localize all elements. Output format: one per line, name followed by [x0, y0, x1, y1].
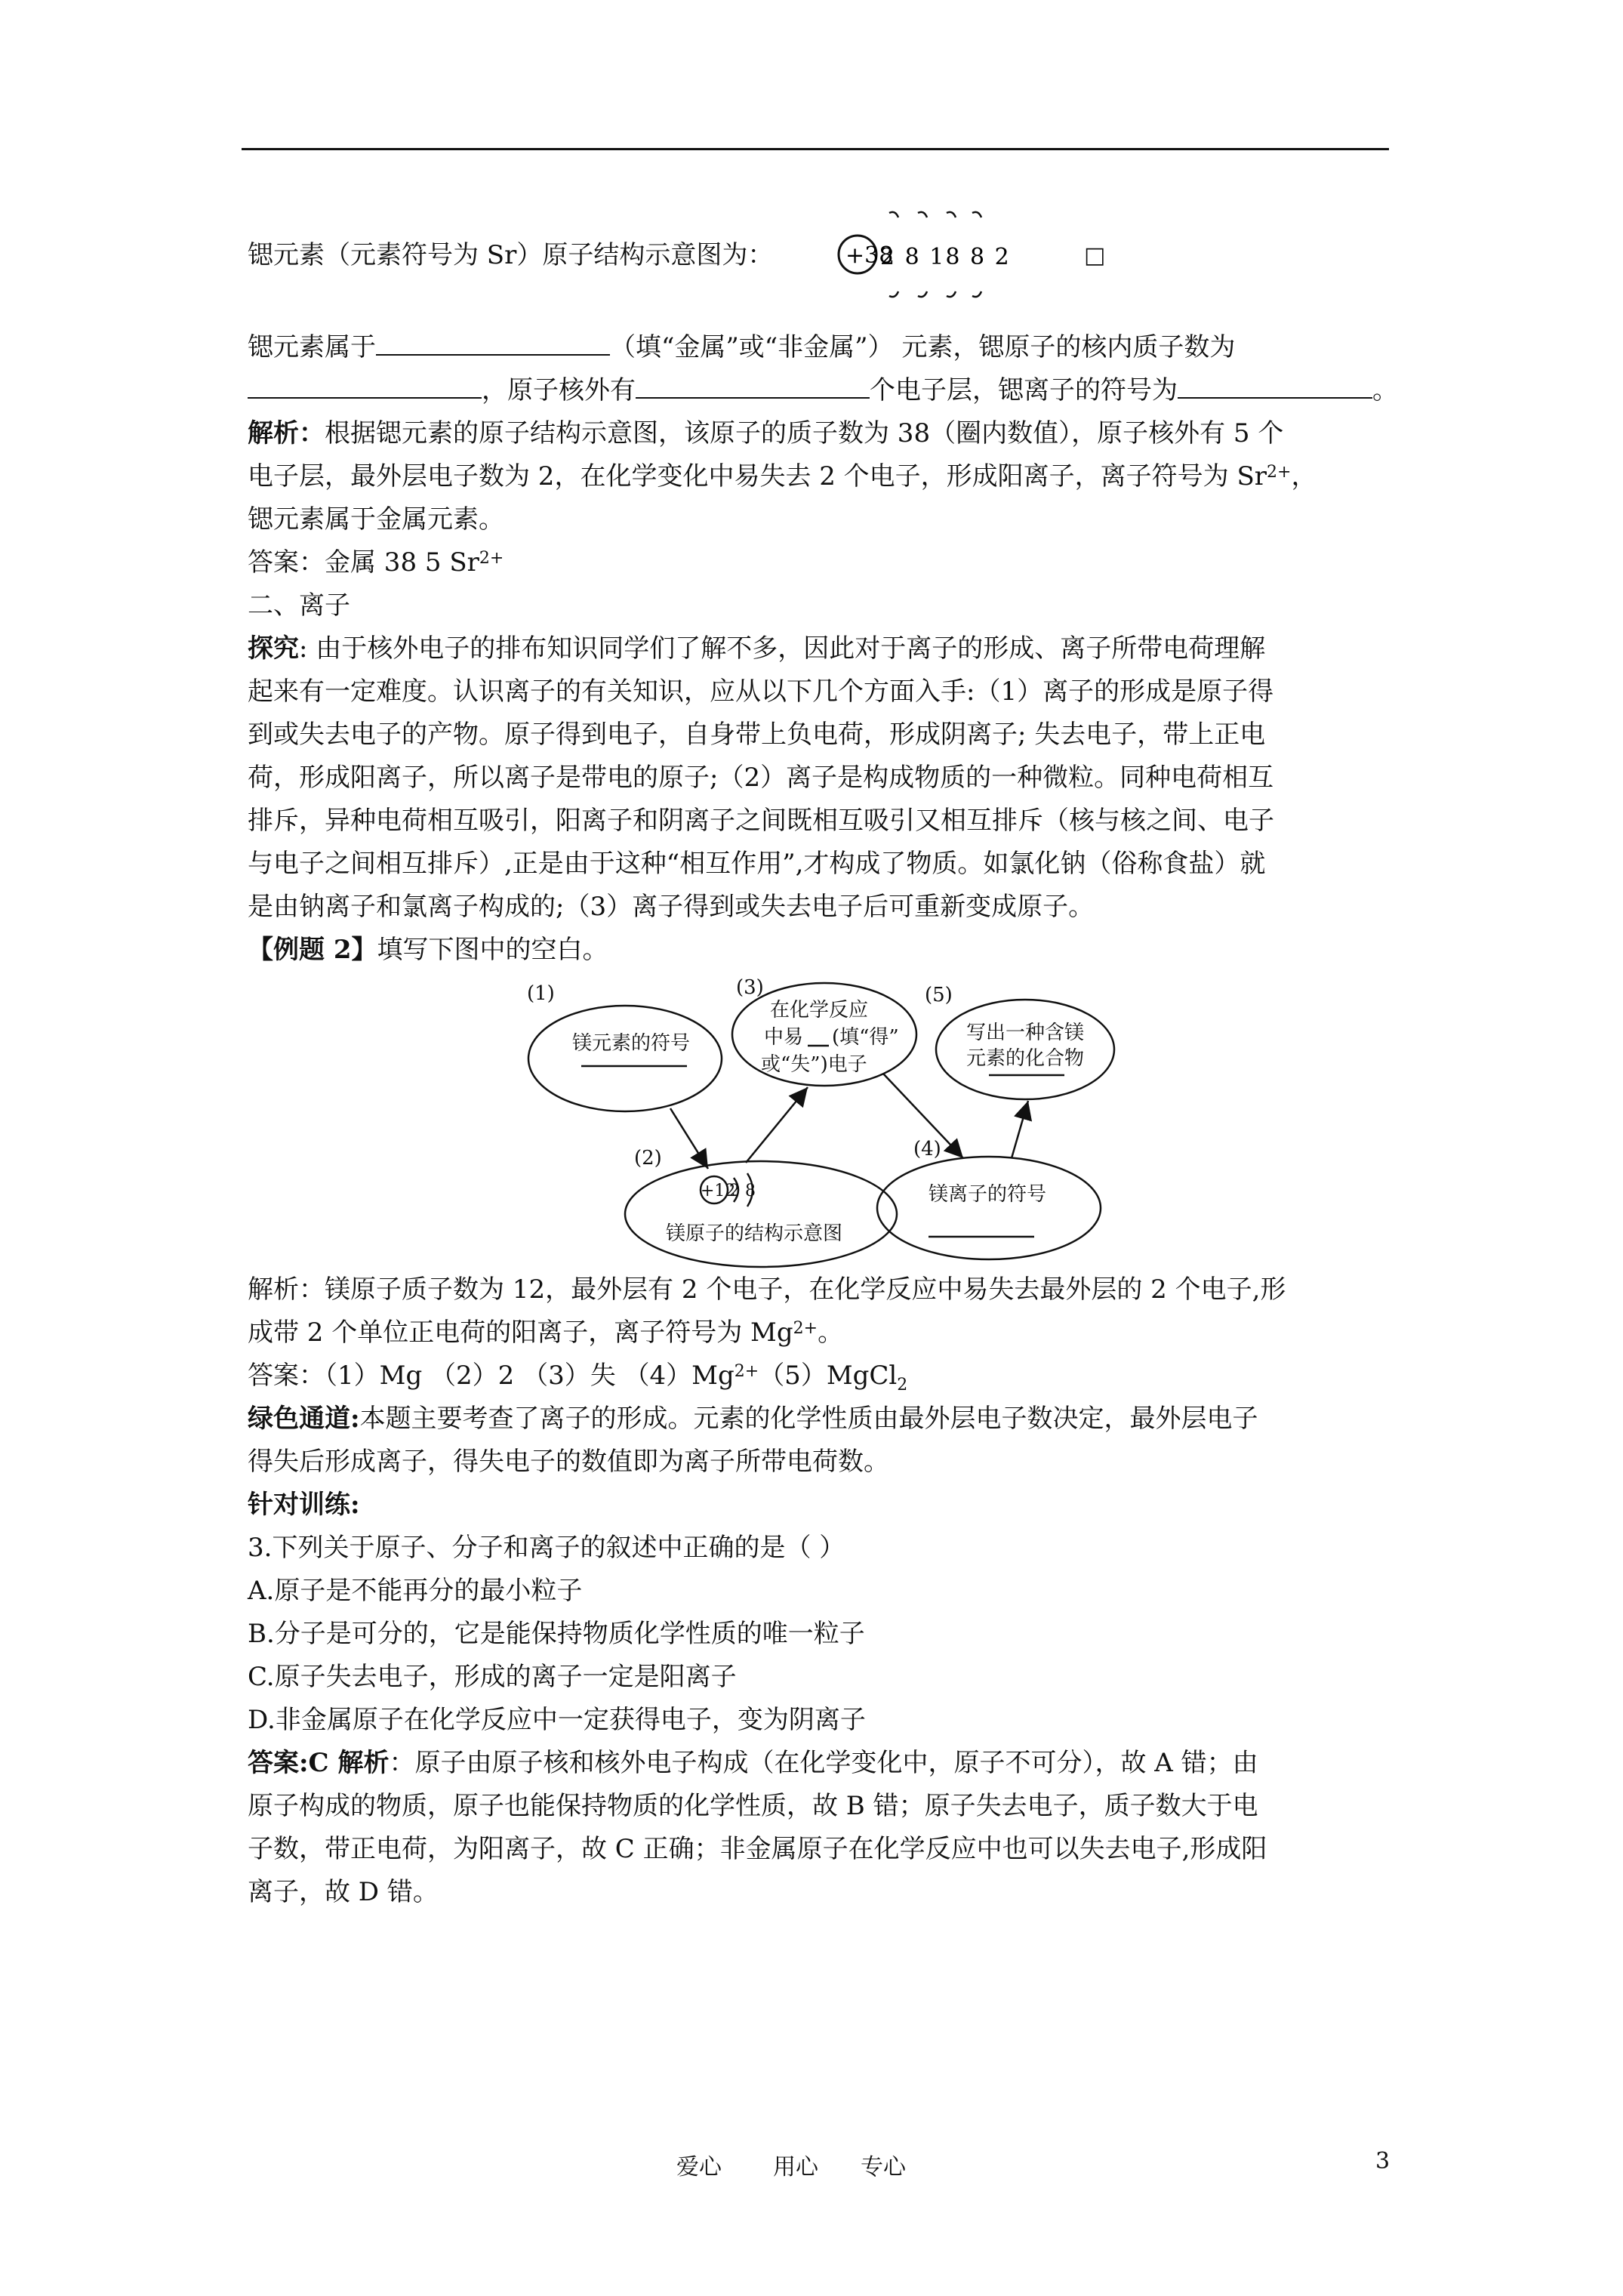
- answer3-line-3: [248, 1828, 1267, 1871]
- q3-option-a[interactable]: [248, 1570, 582, 1613]
- q1-text-e: 。: [1372, 375, 1398, 405]
- green-label: 绿色通道:: [248, 1404, 360, 1434]
- explore-line-6: [248, 843, 1265, 886]
- text-gain-lose-d: 或“失”)电子: [761, 1053, 867, 1076]
- q1-text-b: （填“金属”或“非金属”） 元素，锶原子的核内质子数为: [610, 332, 1236, 362]
- analysis1-text-2: 电子层，最外层电子数为 2，在化学变化中易失去 2 个电子，形成阳离子，离子符号为 Sr: [248, 461, 1267, 492]
- answer-blank-2[interactable]: [248, 371, 482, 399]
- mg-shell-values: 2 8: [729, 1182, 756, 1200]
- analysis2-line-2: [248, 1311, 843, 1354]
- header-rule: [242, 148, 1389, 150]
- ellipse-mg-symbol: [528, 1006, 722, 1111]
- explore-text-1: : 由于核外电子的排布知识同学们了解不多，因此对于离子的形成、离子所带电荷理解: [299, 633, 1266, 664]
- answer3-line-1: [248, 1742, 1258, 1785]
- arrow-4-to-5: [1012, 1101, 1028, 1158]
- answer3-label: 答案:C 解析: [248, 1748, 390, 1778]
- section2-text: 二、离子: [248, 590, 350, 621]
- analysis1-text-1: 根据锶元素的原子结构示意图，该原子的质子数为 38（圈内数值），原子核外有 5 个: [325, 418, 1284, 448]
- practice-heading: [248, 1484, 360, 1527]
- green-line-2: [248, 1441, 889, 1484]
- q3-option-d-text: D.非金属原子在化学反应中一定获得电子，变为阴离子: [248, 1705, 866, 1735]
- label-5: (5): [925, 984, 953, 1006]
- q3-option-b-text: B.分子是可分的，它是能保持物质化学性质的唯一粒子: [248, 1619, 865, 1649]
- arrow-1-to-2: [670, 1108, 708, 1169]
- ellipse-mg-ion: [877, 1157, 1101, 1259]
- q3-stem: [248, 1527, 845, 1570]
- answer3-line-2: [248, 1785, 1258, 1828]
- green-line-1: [248, 1398, 1258, 1441]
- explore-text-5: 排斥，异种电荷相互吸引，阳离子和阴离子之间既相互吸引又相互排斥（核与核之间、电子: [248, 806, 1274, 836]
- answer-blank-3[interactable]: [636, 371, 870, 399]
- text-compound-a: 写出一种含镁: [966, 1022, 1085, 1044]
- q1-text-c: ，原子核外有: [482, 375, 636, 405]
- section-heading-ions: [248, 584, 350, 627]
- explore-line-1: [248, 627, 1265, 670]
- label-3: (3): [736, 976, 764, 999]
- explore-text-3: 到或失去电子的产物。原子得到电子，自身带上负电荷，形成阴离子; 失去电子，带上正电: [248, 720, 1266, 750]
- sr-intro-text: 锶元素（元素符号为 Sr）原子结构示意图为：: [248, 240, 774, 270]
- explore-text-6: 与电子之间相互排斥）,正是由于这种“相互作用”,才构成了物质。如氯化钠（俗称食盐）就: [248, 849, 1266, 879]
- sr-trailing-box: □: [1084, 242, 1106, 269]
- green-text-1: 本题主要考查了离子的形成。元素的化学性质由最外层电子数决定，最外层电子: [359, 1404, 1258, 1434]
- answer3-text-1: ：原子由原子核和核外电子构成（在化学变化中，原子不可分），故 A 错；由: [389, 1748, 1258, 1778]
- q3-option-b[interactable]: [248, 1613, 865, 1656]
- green-text-2: 得失后形成离子，得失电子的数值即为离子所带电荷数。: [248, 1447, 889, 1477]
- answer3-text-2: 原子构成的物质，原子也能保持物质的化学性质，故 B 错；原子失去电子，质子数大于电: [248, 1791, 1258, 1821]
- analysis1-line-1: [248, 412, 1283, 455]
- answer2-text-b: （5）MgCl: [759, 1361, 898, 1391]
- q1-text-a: 锶元素属于: [248, 332, 376, 362]
- page-number: 3: [1375, 2148, 1390, 2174]
- answer-blank-4[interactable]: [1178, 371, 1372, 399]
- text-gain-lose-b: 中易: [764, 1026, 804, 1049]
- explore-line-2: [248, 670, 1273, 713]
- analysis-label: 解析：: [248, 418, 325, 448]
- answer2-text-a: 答案：（1）Mg （2）2 （3）失 （4）Mg: [248, 1361, 735, 1391]
- analysis2-line-1: [248, 1268, 1286, 1311]
- q1-line-2: [248, 369, 1398, 412]
- example2-text: 填写下图中的空白。: [377, 935, 608, 965]
- analysis2-text-2b: 。: [818, 1318, 844, 1348]
- q3-option-c[interactable]: [248, 1656, 737, 1699]
- q1-text-d: 个电子层，锶离子的符号为: [870, 375, 1178, 405]
- explore-text-2: 起来有一定难度。认识离子的有关知识，应从以下几个方面入手:（1）离子的形成是原子得: [248, 676, 1274, 707]
- example2-label: 【例题 2】: [248, 935, 377, 965]
- answer2-sub: 2: [897, 1375, 908, 1395]
- example2-line: [248, 929, 608, 972]
- analysis2-text-2: 成带 2 个单位正电荷的阳离子，离子符号为 Mg: [248, 1318, 793, 1348]
- practice-text: 针对训练:: [248, 1490, 360, 1520]
- answer3-line-4: [248, 1871, 439, 1914]
- q1-line-1: [248, 326, 1235, 369]
- analysis1-line-3: [248, 498, 504, 541]
- text-mg-structure: 镁原子的结构示意图: [666, 1222, 843, 1245]
- sr-charge-sup: 2+: [1267, 463, 1292, 482]
- q3-option-d[interactable]: [248, 1699, 866, 1742]
- answer2-sup: 2+: [734, 1362, 759, 1381]
- text-mg-ion: 镁离子的符号: [929, 1183, 1047, 1206]
- label-2: (2): [634, 1147, 662, 1170]
- answer1-text: 答案：金属 38 5 Sr: [248, 547, 479, 578]
- answer3-text-3: 子数，带正电荷，为阳离子，故 C 正确；非金属原子在化学反应中也可以失去电子,形成阳: [248, 1834, 1267, 1864]
- ellipse-mg-structure: [625, 1161, 897, 1267]
- footer-motto-1: 爱心: [676, 2154, 722, 2180]
- mg-nucleus-label: +12: [701, 1182, 736, 1200]
- analysis1-text-3: 锶元素属于金属元素。: [248, 504, 504, 535]
- answer-blank-1[interactable]: [376, 328, 610, 356]
- analysis2-text-1: 解析：镁原子质子数为 12，最外层有 2 个电子，在化学反应中易失去最外层的 2 个电子,形: [248, 1274, 1286, 1305]
- label-1: (1): [527, 982, 555, 1005]
- explore-text-4: 荷，形成阳离子，所以离子是带电的原子;（2）离子是构成物质的一种微粒。同种电荷相互: [248, 763, 1274, 793]
- text-gain-lose-c: (填“得”: [832, 1026, 899, 1049]
- footer-motto-3: 专心: [861, 2154, 906, 2180]
- explore-line-3: [248, 713, 1265, 757]
- mg-concept-diagram: [521, 974, 1140, 1268]
- explore-line-7: [248, 886, 1094, 929]
- arrow-2-to-3: [746, 1087, 808, 1163]
- text-compound-b: 元素的化合物: [966, 1047, 1085, 1070]
- sr-intro-line: [248, 234, 773, 277]
- footer-motto-2: 用心: [773, 2154, 818, 2180]
- sr-nucleus-label: +38: [845, 242, 894, 269]
- sr-atom-diagram: [836, 198, 1011, 311]
- answer3-text-4: 离子，故 D 错。: [248, 1877, 439, 1907]
- analysis1-line-2: [248, 455, 1317, 498]
- mg-charge-sup: 2+: [793, 1319, 818, 1338]
- explore-text-7: 是由钠离子和氯离子构成的;（3）离子得到或失去电子后可重新变成原子。: [248, 892, 1095, 922]
- q3-stem-text: 3.下列关于原子、分子和离子的叙述中正确的是（ ）: [248, 1533, 845, 1563]
- label-4: (4): [913, 1138, 941, 1160]
- explore-line-5: [248, 800, 1274, 843]
- q3-option-c-text: C.原子失去电子，形成的离子一定是阳离子: [248, 1662, 737, 1692]
- q3-option-a-text: A.原子是不能再分的最小粒子: [248, 1576, 583, 1606]
- text-mg-symbol: 镁元素的符号: [572, 1032, 691, 1055]
- text-gain-lose-a: 在化学反应: [770, 999, 869, 1022]
- analysis1-text-2b: ，: [1291, 461, 1317, 492]
- sr-shell-values: 2 8 18 8 2: [880, 244, 1011, 270]
- explore-line-4: [248, 757, 1273, 800]
- answer1-sup: 2+: [479, 549, 504, 568]
- explore-label: 探究: [248, 633, 299, 664]
- answer1-line: [248, 541, 504, 584]
